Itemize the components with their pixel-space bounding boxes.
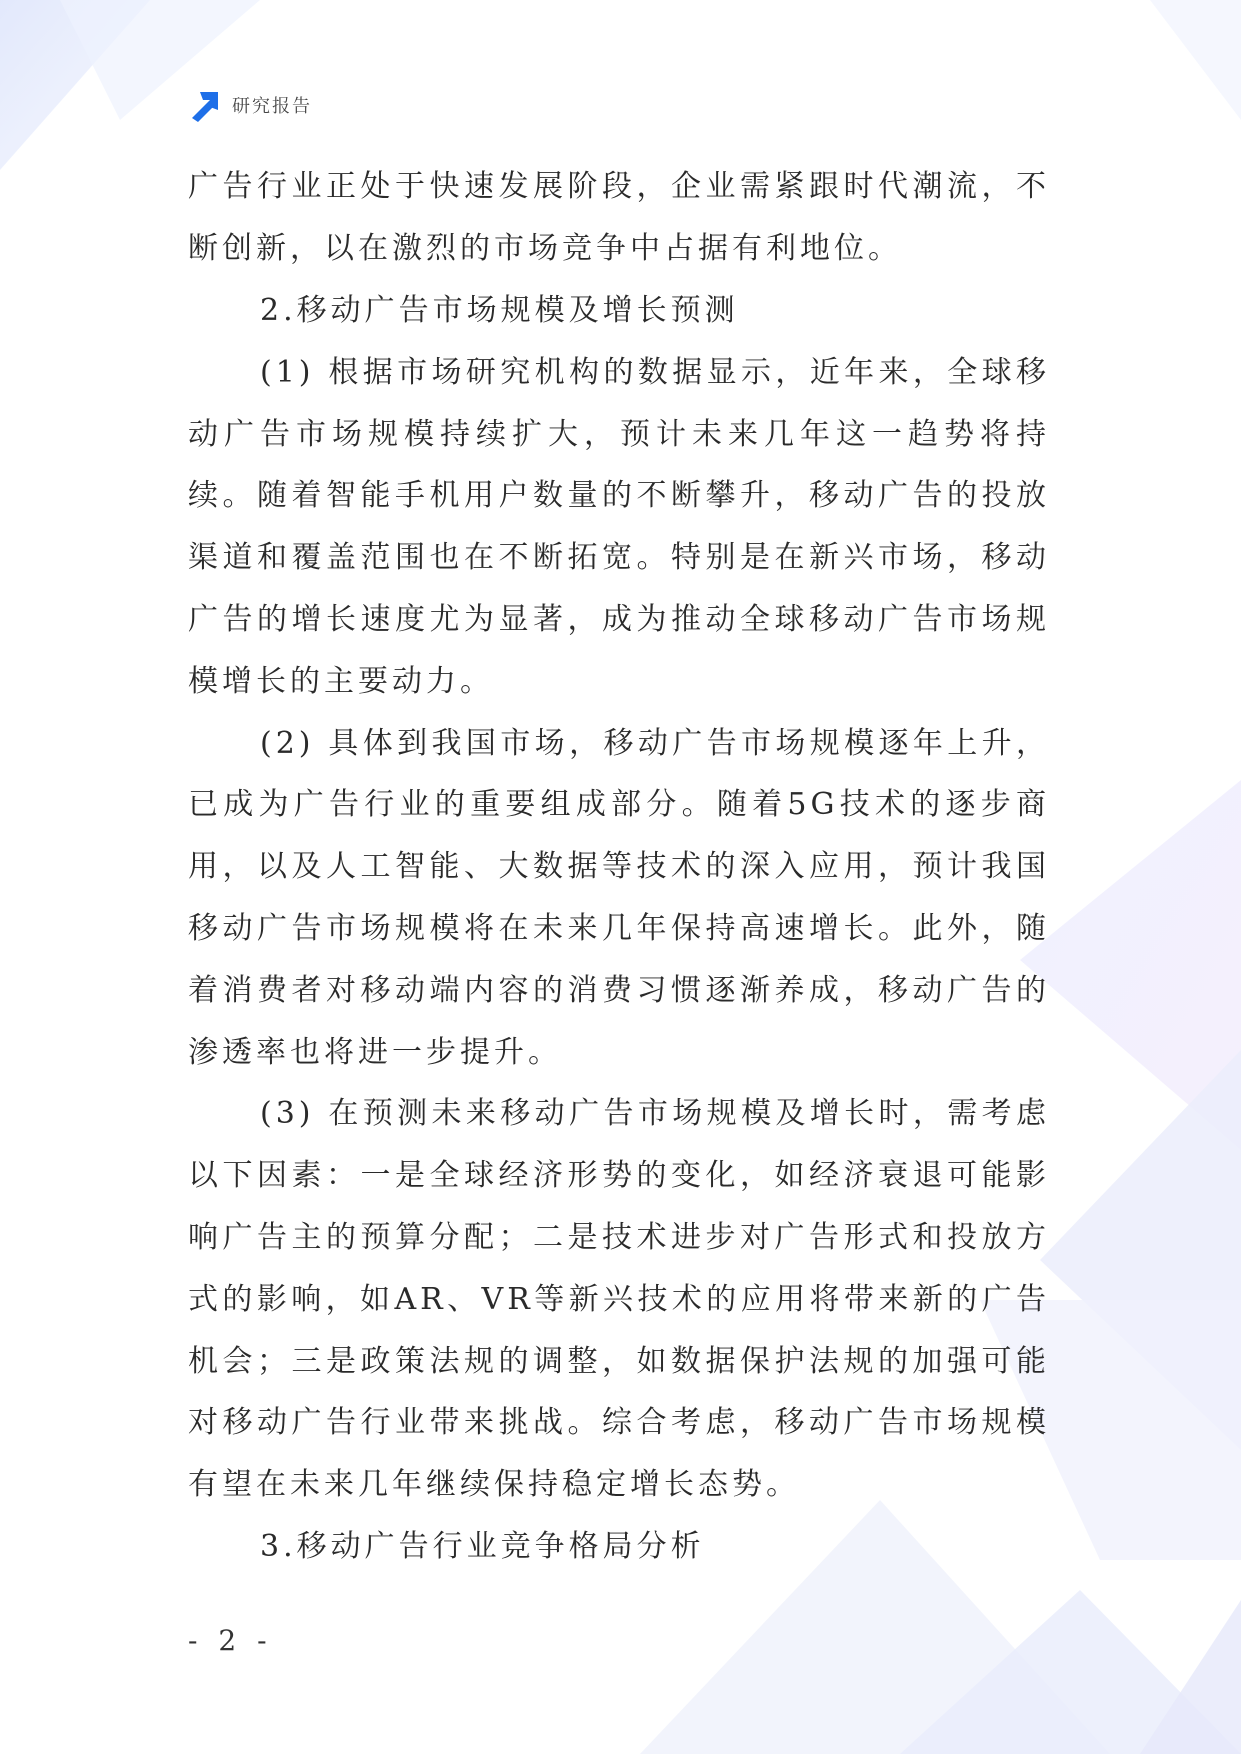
section-heading-2: 2.移动广告市场规模及增长预测 bbox=[260, 293, 739, 328]
section-heading-3: 3.移动广告行业竞争格局分析 bbox=[260, 1528, 705, 1564]
paragraph-intro: 广告行业正处于快速发展阶段，企业需紧跟时代潮流，不断创新，以在激烈的市场竞争中占据有利地位。 bbox=[188, 169, 1050, 266]
paragraph-3: (3) 在预测未来移动广告市场规模及增长时，需考虑以下因素：一是全球经济形势的变化，如经济衰退可能影响广告主的预算分配；二是技术进步对广告形式和投放方式的影响，如AR、VR等新兴技术的应用将带来新的广告机会；三是政策法规的调整，如数据保护法规的加强可能对移动广告行业带来挑战。综合考虑，移动广告市场规模有望在未来几年继续保持稳定增长态势。 bbox=[188, 1096, 1050, 1503]
paragraph-2: (2) 具体到我国市场，移动广告市场规模逐年上升，已成为广告行业的重要组成部分。随着5G技术的逐步商用，以及人工智能、大数据等技术的深入应用，预计我国移动广告市场规模将在未来几年保持高速增长。此外，随着消费者对移动端内容的消费习惯逐渐养成，移动广告的渗透率也将进一步提升。 bbox=[188, 725, 1050, 1070]
document-body bbox=[188, 156, 1050, 1578]
arrow-up-right-icon bbox=[188, 88, 222, 122]
header-title: 研究报告 bbox=[232, 96, 312, 117]
report-header bbox=[188, 88, 312, 122]
paragraph-1: (1) 根据市场研究机构的数据显示，近年来，全球移动广告市场规模持续扩大，预计未来几年这一趋势将持续。随着智能手机用户数量的不断攀升，移动广告的投放渠道和覆盖范围也在不断拓宽。特别是在新兴市场，移动广告的增长速度尤为显著，成为推动全球移动广告市场规模增长的主要动力。 bbox=[188, 354, 1050, 699]
page-number: - 2 - bbox=[188, 1624, 273, 1657]
